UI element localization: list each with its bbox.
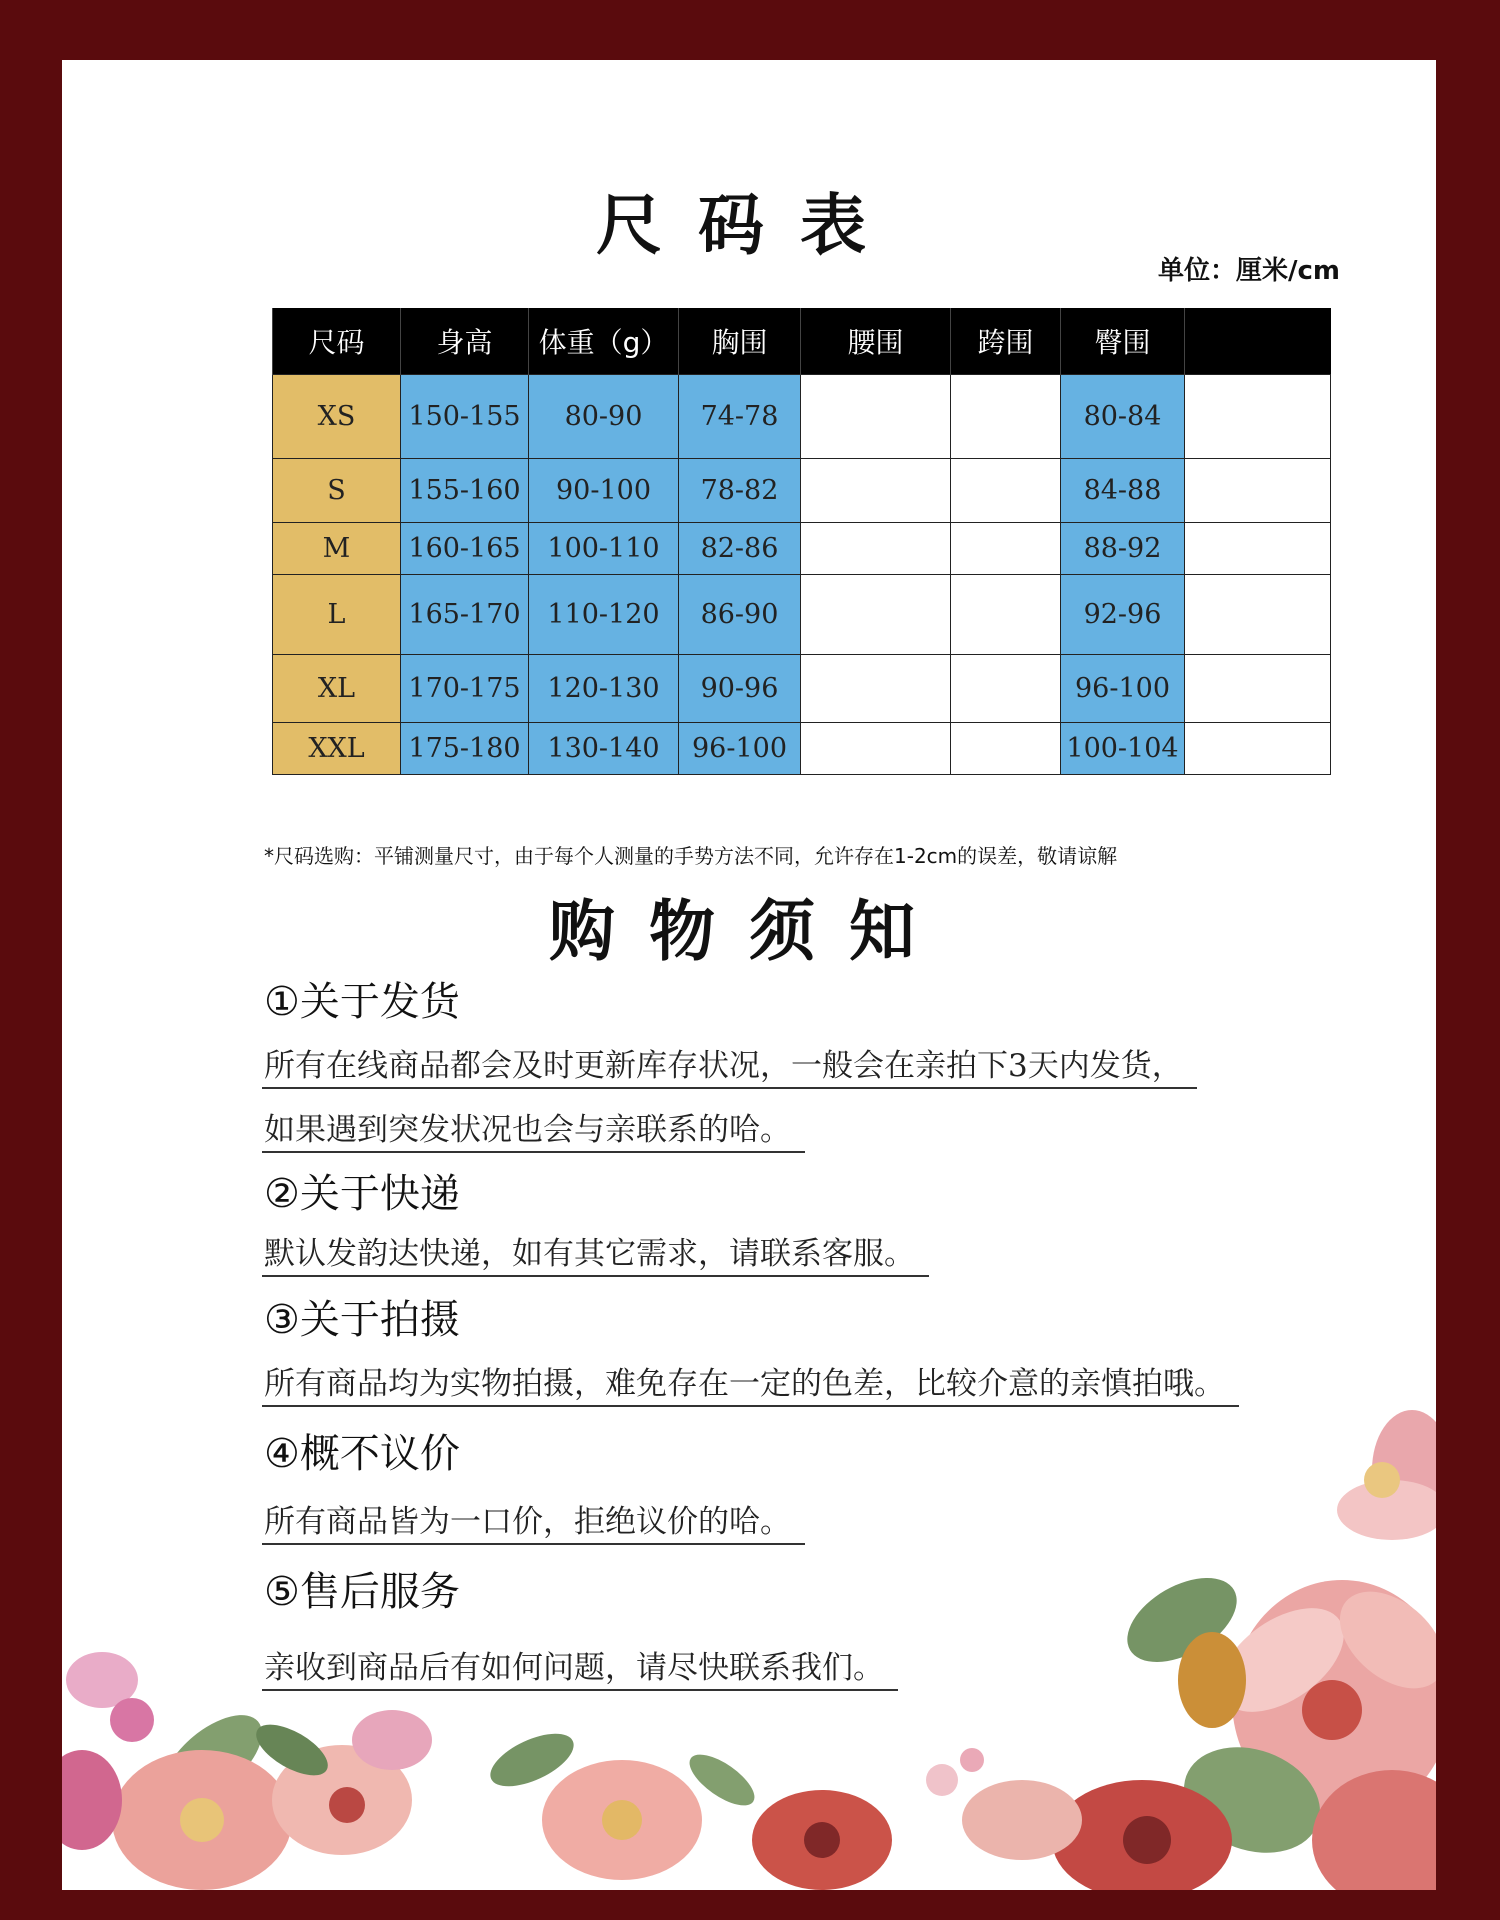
header-hip: 臀围 bbox=[1061, 308, 1185, 375]
cell-hip: 80-84 bbox=[1061, 375, 1185, 459]
cell-size: L bbox=[273, 575, 401, 655]
flower-petal bbox=[1202, 1587, 1363, 1733]
section-text-shipping-line1: 所有在线商品都会及时更新库存状况，一般会在亲拍下3天内发货， bbox=[262, 1040, 1197, 1089]
section-heading-pricing: ④概不议价 bbox=[264, 1431, 460, 1477]
header-extra bbox=[1185, 308, 1331, 375]
cell-extra bbox=[1185, 575, 1331, 655]
header-cross: 跨围 bbox=[951, 308, 1061, 375]
size-guide-panel bbox=[62, 60, 1436, 1890]
cell-hip: 96-100 bbox=[1061, 655, 1185, 723]
leaf bbox=[147, 1698, 277, 1821]
leaf bbox=[1113, 1561, 1251, 1680]
cell-chest: 82-86 bbox=[679, 523, 801, 575]
flower-petal bbox=[752, 1790, 892, 1890]
size-chart-title: 尺码表 bbox=[596, 187, 902, 264]
header-height: 身高 bbox=[401, 308, 529, 375]
flower-petal bbox=[1372, 1410, 1436, 1530]
cell-hip: 92-96 bbox=[1061, 575, 1185, 655]
leaf bbox=[682, 1745, 763, 1815]
size-selection-note: *尺码选购：平铺测量尺寸，由于每个人测量的手势方法不同，允许存在1-2cm的误差，敬请谅解 bbox=[264, 844, 1118, 868]
cell-chest: 86-90 bbox=[679, 575, 801, 655]
cell-size: S bbox=[273, 459, 401, 523]
cell-weight: 110-120 bbox=[529, 575, 679, 655]
cell-weight: 80-90 bbox=[529, 375, 679, 459]
cell-size: XL bbox=[273, 655, 401, 723]
table-row bbox=[273, 459, 1331, 523]
flower-petal bbox=[926, 1764, 958, 1796]
cell-height: 160-165 bbox=[401, 523, 529, 575]
size-table bbox=[272, 308, 1331, 775]
cell-height: 150-155 bbox=[401, 375, 529, 459]
flower-center bbox=[1123, 1816, 1171, 1864]
section-heading-courier: ②关于快递 bbox=[264, 1171, 460, 1217]
cell-extra bbox=[1185, 459, 1331, 523]
leaf bbox=[483, 1723, 581, 1797]
flower-center bbox=[804, 1822, 840, 1858]
table-row bbox=[273, 575, 1331, 655]
cell-cross bbox=[951, 723, 1061, 775]
cell-size: XS bbox=[273, 375, 401, 459]
cell-weight: 90-100 bbox=[529, 459, 679, 523]
cell-waist bbox=[801, 375, 951, 459]
table-row bbox=[273, 655, 1331, 723]
cell-waist bbox=[801, 575, 951, 655]
cell-hip: 88-92 bbox=[1061, 523, 1185, 575]
header-chest: 胸围 bbox=[679, 308, 801, 375]
table-row bbox=[273, 723, 1331, 775]
shopping-notice-title: 购物须知 bbox=[549, 893, 949, 970]
cell-waist bbox=[801, 723, 951, 775]
cell-waist bbox=[801, 655, 951, 723]
flower-petal bbox=[962, 1780, 1082, 1860]
cell-size: M bbox=[273, 523, 401, 575]
section-text-photos: 所有商品均为实物拍摄，难免存在一定的色差，比较介意的亲慎拍哦。 bbox=[262, 1358, 1239, 1407]
cell-chest: 96-100 bbox=[679, 723, 801, 775]
leaf bbox=[248, 1714, 335, 1785]
flower-center bbox=[180, 1798, 224, 1842]
cell-chest: 74-78 bbox=[679, 375, 801, 459]
flower-bud bbox=[1178, 1632, 1246, 1728]
header-weight: 体重（g） bbox=[529, 308, 679, 375]
header-waist: 腰围 bbox=[801, 308, 951, 375]
cell-hip: 100-104 bbox=[1061, 723, 1185, 775]
cell-extra bbox=[1185, 523, 1331, 575]
section-heading-photos: ③关于拍摄 bbox=[264, 1297, 460, 1343]
cell-cross bbox=[951, 655, 1061, 723]
cell-weight: 120-130 bbox=[529, 655, 679, 723]
leaf bbox=[1169, 1729, 1335, 1871]
flower-petal bbox=[1232, 1580, 1436, 1820]
cell-cross bbox=[951, 523, 1061, 575]
flower-petal bbox=[272, 1745, 412, 1855]
cell-height: 175-180 bbox=[401, 723, 529, 775]
table-row bbox=[273, 375, 1331, 459]
cell-cross bbox=[951, 375, 1061, 459]
flower-petal bbox=[62, 1750, 122, 1850]
cell-chest: 90-96 bbox=[679, 655, 801, 723]
table-row bbox=[273, 523, 1331, 575]
section-text-courier: 默认发韵达快递，如有其它需求，请联系客服。 bbox=[262, 1228, 929, 1277]
flower-center bbox=[1364, 1462, 1400, 1498]
flower-petal bbox=[352, 1710, 432, 1770]
cell-size: XXL bbox=[273, 723, 401, 775]
cell-extra bbox=[1185, 375, 1331, 459]
cell-height: 155-160 bbox=[401, 459, 529, 523]
section-heading-shipping: ①关于发货 bbox=[264, 979, 460, 1025]
section-text-pricing: 所有商品皆为一口价，拒绝议价的哈。 bbox=[262, 1496, 805, 1545]
cell-weight: 130-140 bbox=[529, 723, 679, 775]
flower-petal bbox=[110, 1698, 154, 1742]
flower-petal bbox=[542, 1760, 702, 1880]
cell-height: 170-175 bbox=[401, 655, 529, 723]
cell-waist bbox=[801, 523, 951, 575]
section-text-shipping-line2: 如果遇到突发状况也会与亲联系的哈。 bbox=[262, 1104, 805, 1153]
flower-petal bbox=[112, 1750, 292, 1890]
cell-extra bbox=[1185, 655, 1331, 723]
cell-chest: 78-82 bbox=[679, 459, 801, 523]
flower-petal bbox=[66, 1652, 138, 1708]
cell-hip: 84-88 bbox=[1061, 459, 1185, 523]
header-size: 尺码 bbox=[273, 308, 401, 375]
flower-petal bbox=[960, 1748, 984, 1772]
cell-weight: 100-110 bbox=[529, 523, 679, 575]
flower-petal bbox=[1322, 1572, 1436, 1707]
flower-petal bbox=[1052, 1780, 1232, 1890]
flower-petal bbox=[1312, 1770, 1436, 1890]
flower-center bbox=[1302, 1680, 1362, 1740]
flower-petal bbox=[1337, 1480, 1436, 1540]
section-heading-after-sales: ⑤售后服务 bbox=[264, 1569, 460, 1615]
unit-label: 单位：厘米/cm bbox=[1157, 256, 1340, 286]
flower-center bbox=[602, 1800, 642, 1840]
flower-center bbox=[329, 1787, 365, 1823]
table-header-row bbox=[273, 308, 1331, 375]
cell-height: 165-170 bbox=[401, 575, 529, 655]
cell-cross bbox=[951, 459, 1061, 523]
cell-waist bbox=[801, 459, 951, 523]
cell-extra bbox=[1185, 723, 1331, 775]
cell-cross bbox=[951, 575, 1061, 655]
section-text-after-sales: 亲收到商品后有如何问题，请尽快联系我们。 bbox=[262, 1642, 898, 1691]
